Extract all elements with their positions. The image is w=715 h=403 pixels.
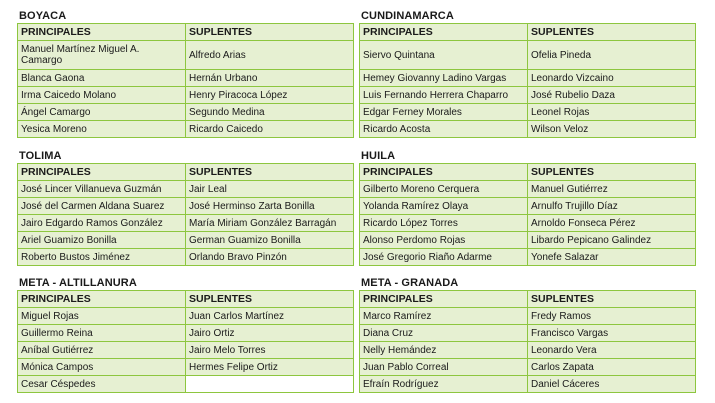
candidates-table	[359, 23, 696, 138]
suplente-cell-empty	[186, 376, 354, 393]
principal-cell: Cesar Céspedes	[18, 376, 186, 393]
table-row	[18, 41, 354, 70]
table-row	[360, 376, 696, 393]
principal-cell: Alonso Perdomo Rojas	[360, 232, 528, 249]
suplente-cell: Henry Piracoca López	[186, 87, 354, 104]
table-row	[360, 249, 696, 266]
table-row	[360, 198, 696, 215]
suplentes-header: SUPLENTES	[528, 164, 696, 181]
principal-cell: Juan Pablo Correal	[360, 359, 528, 376]
suplente-cell: German Guamizo Bonilla	[186, 232, 354, 249]
table-row	[360, 181, 696, 198]
principales-header: PRINCIPALES	[360, 291, 528, 308]
table-row	[18, 70, 354, 87]
suplente-cell: Ofelia Pineda	[528, 41, 696, 70]
suplente-cell: Ricardo Caicedo	[186, 121, 354, 138]
principal-cell: Roberto Bustos Jiménez	[18, 249, 186, 266]
candidates-table	[17, 23, 354, 138]
region-title: CUNDINAMARCA	[361, 10, 454, 22]
suplente-cell: Yonefe Salazar	[528, 249, 696, 266]
table-row	[18, 121, 354, 138]
table-row	[360, 104, 696, 121]
suplentes-header: SUPLENTES	[528, 291, 696, 308]
suplente-cell: María Miriam González Barragán	[186, 215, 354, 232]
suplente-cell: Fredy Ramos	[528, 308, 696, 325]
principal-cell: Marco Ramírez	[360, 308, 528, 325]
table-row	[18, 308, 354, 325]
suplente-cell: Jairo Melo Torres	[186, 342, 354, 359]
suplente-cell: Leonel Rojas	[528, 104, 696, 121]
suplente-cell: José Herminso Zarta Bonilla	[186, 198, 354, 215]
region-tolima	[17, 149, 362, 266]
principales-header: PRINCIPALES	[18, 164, 186, 181]
suplentes-header: SUPLENTES	[186, 164, 354, 181]
table-row	[360, 87, 696, 104]
table-row	[360, 121, 696, 138]
suplente-cell: Libardo Pepicano Galindez	[528, 232, 696, 249]
principal-cell: Hemey Giovanny Ladino Vargas	[360, 70, 528, 87]
candidates-table	[359, 163, 696, 266]
table-row	[18, 87, 354, 104]
principal-cell: Ariel Guamizo Bonilla	[18, 232, 186, 249]
principal-cell: Miguel Rojas	[18, 308, 186, 325]
principal-cell: Diana Cruz	[360, 325, 528, 342]
principal-cell: José del Carmen Aldana Suarez	[18, 198, 186, 215]
suplente-cell: Alfredo Arias	[186, 41, 354, 70]
principales-header: PRINCIPALES	[18, 24, 186, 41]
suplente-cell: Wilson Veloz	[528, 121, 696, 138]
principal-cell: Irma Caicedo Molano	[18, 87, 186, 104]
principal-cell: Mónica Campos	[18, 359, 186, 376]
suplente-cell: Arnulfo Trujillo Díaz	[528, 198, 696, 215]
suplente-cell: Carlos Zapata	[528, 359, 696, 376]
table-row	[360, 70, 696, 87]
candidates-table	[17, 290, 354, 393]
principal-cell: Siervo Quintana	[360, 41, 528, 70]
region-cundinamarca	[359, 9, 704, 138]
principal-cell: Gilberto Moreno Cerquera	[360, 181, 528, 198]
header-row	[360, 164, 696, 181]
table-row	[360, 359, 696, 376]
table-row	[18, 181, 354, 198]
principal-cell: Manuel Martínez Miguel A. Camargo	[18, 41, 186, 70]
principal-cell: Edgar Ferney Morales	[360, 104, 528, 121]
suplente-cell: Hernán Urbano	[186, 70, 354, 87]
suplente-cell: Arnoldo Fonseca Pérez	[528, 215, 696, 232]
region-huila	[359, 149, 704, 266]
candidates-table	[17, 163, 354, 266]
principal-cell: Ángel Camargo	[18, 104, 186, 121]
region-meta-altillanura	[17, 276, 362, 393]
table-row	[360, 215, 696, 232]
principal-cell: Efraín Rodríguez	[360, 376, 528, 393]
table-row	[18, 104, 354, 121]
suplente-cell: Orlando Bravo Pinzón	[186, 249, 354, 266]
principales-header: PRINCIPALES	[18, 291, 186, 308]
table-row	[18, 198, 354, 215]
suplente-cell: Juan Carlos Martínez	[186, 308, 354, 325]
principales-header: PRINCIPALES	[360, 164, 528, 181]
suplente-cell: Manuel Gutiérrez	[528, 181, 696, 198]
principal-cell: Jairo Edgardo Ramos González	[18, 215, 186, 232]
principal-cell: Blanca Gaona	[18, 70, 186, 87]
suplente-cell: Jair Leal	[186, 181, 354, 198]
suplente-cell: Jairo Ortiz	[186, 325, 354, 342]
table-row	[360, 308, 696, 325]
table-row	[18, 376, 354, 393]
table-row	[360, 232, 696, 249]
table-row	[18, 249, 354, 266]
header-row	[18, 291, 354, 308]
principal-cell: Yolanda Ramírez Olaya	[360, 198, 528, 215]
region-title: META - GRANADA	[361, 277, 459, 289]
region-title: BOYACA	[19, 10, 67, 22]
header-row	[360, 24, 696, 41]
region-title: TOLIMA	[19, 150, 62, 162]
table-row	[18, 359, 354, 376]
table-row	[18, 342, 354, 359]
header-row	[18, 164, 354, 181]
table-row	[360, 325, 696, 342]
header-row	[360, 291, 696, 308]
suplente-cell: Leonardo Vera	[528, 342, 696, 359]
table-row	[18, 215, 354, 232]
suplente-cell: Hermes Felipe Ortiz	[186, 359, 354, 376]
table-row	[360, 342, 696, 359]
suplente-cell: José Rubelio Daza	[528, 87, 696, 104]
principales-header: PRINCIPALES	[360, 24, 528, 41]
suplente-cell: Leonardo Vizcaino	[528, 70, 696, 87]
principal-cell: Luis Fernando Herrera Chaparro	[360, 87, 528, 104]
principal-cell: Ricardo López Torres	[360, 215, 528, 232]
suplentes-header: SUPLENTES	[186, 291, 354, 308]
suplentes-header: SUPLENTES	[528, 24, 696, 41]
region-title: META - ALTILLANURA	[19, 277, 137, 289]
suplente-cell: Francisco Vargas	[528, 325, 696, 342]
principal-cell: Ricardo Acosta	[360, 121, 528, 138]
header-row	[18, 24, 354, 41]
table-row	[360, 41, 696, 70]
principal-cell: Aníbal Gutiérrez	[18, 342, 186, 359]
table-row	[18, 325, 354, 342]
suplentes-header: SUPLENTES	[186, 24, 354, 41]
region-boyaca	[17, 9, 362, 138]
suplente-cell: Segundo Medina	[186, 104, 354, 121]
suplente-cell: Daniel Cáceres	[528, 376, 696, 393]
region-title: HUILA	[361, 150, 396, 162]
region-meta-granada	[359, 276, 704, 393]
principal-cell: José Lincer Villanueva Guzmán	[18, 181, 186, 198]
candidates-table	[359, 290, 696, 393]
table-row	[18, 232, 354, 249]
principal-cell: Yesica Moreno	[18, 121, 186, 138]
principal-cell: José Gregorio Riaño Adarme	[360, 249, 528, 266]
principal-cell: Nelly Hemández	[360, 342, 528, 359]
principal-cell: Guillermo Reina	[18, 325, 186, 342]
